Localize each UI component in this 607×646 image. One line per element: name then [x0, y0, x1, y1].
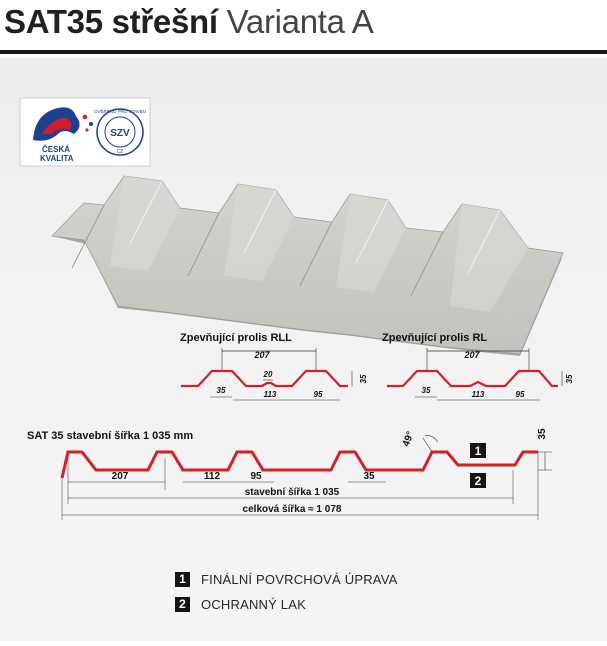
rl-dim-95: 95 — [515, 390, 525, 399]
profile-rll — [180, 332, 368, 400]
rll-dim-35: 35 — [216, 386, 226, 395]
logo-text-kvalita: KVALITA — [40, 154, 74, 163]
main-total-width: celková šířka ≈ 1 078 — [242, 504, 342, 515]
main-dim-112: 112 — [203, 471, 221, 482]
profile-rl — [382, 332, 574, 400]
rll-dim-113: 113 — [263, 390, 277, 399]
label-1: 1 — [474, 444, 482, 458]
diagram-canvas — [0, 58, 607, 641]
rl-dim-height: 35 — [565, 374, 574, 384]
title-variant: Varianta A — [226, 3, 374, 40]
main-dim-height: 35 — [537, 428, 548, 440]
legend-num-1: 1 — [175, 572, 190, 587]
szv-ring-abbrev: CZ — [116, 149, 124, 155]
title-rule — [0, 50, 607, 54]
quality-logo — [20, 98, 150, 166]
main-dim-95: 95 — [250, 471, 262, 482]
rll-dim-95: 95 — [313, 390, 323, 399]
szv-ring-text: OVĚŘENO PRO STAVBU — [93, 109, 147, 114]
main-angle: 49° — [400, 430, 417, 449]
rll-dim-20: 20 — [263, 370, 273, 379]
legend-num-2: 2 — [175, 597, 190, 612]
legend-text-2: OCHRANNÝ LAK — [201, 596, 306, 612]
rll-dim-207: 207 — [254, 350, 270, 360]
legend-text-1: FINÁLNÍ POVRCHOVÁ ÚPRAVA — [201, 571, 398, 587]
main-building-width: stavební šířka 1 035 — [244, 487, 340, 498]
logo-text-ceska: ČESKÁ — [42, 145, 71, 154]
title-bold: SAT35 střešní — [4, 3, 218, 40]
rl-dim-35: 35 — [421, 386, 431, 395]
rl-profile-line — [387, 371, 558, 386]
rl-dim-113: 113 — [471, 390, 485, 399]
sheet-illustration — [52, 176, 563, 356]
legend-item-1 — [175, 571, 397, 587]
rl-dim-207: 207 — [464, 350, 480, 360]
main-profile-line — [62, 452, 538, 478]
rll-dim-height: 35 — [359, 374, 368, 384]
main-dim-35: 35 — [363, 471, 375, 482]
rl-title: Zpevňující prolis RL — [382, 332, 488, 344]
legend-item-2 — [175, 596, 306, 612]
profile-main — [27, 428, 552, 520]
main-dim-207: 207 — [111, 471, 129, 482]
szv-badge-text: SZV — [110, 128, 130, 139]
label-2: 2 — [474, 474, 482, 488]
main-profile-title: SAT 35 stavební šířka 1 035 mm — [27, 430, 194, 442]
rll-title: Zpevňující prolis RLL — [180, 332, 292, 344]
page-title — [4, 2, 373, 42]
product-panel — [0, 58, 607, 641]
